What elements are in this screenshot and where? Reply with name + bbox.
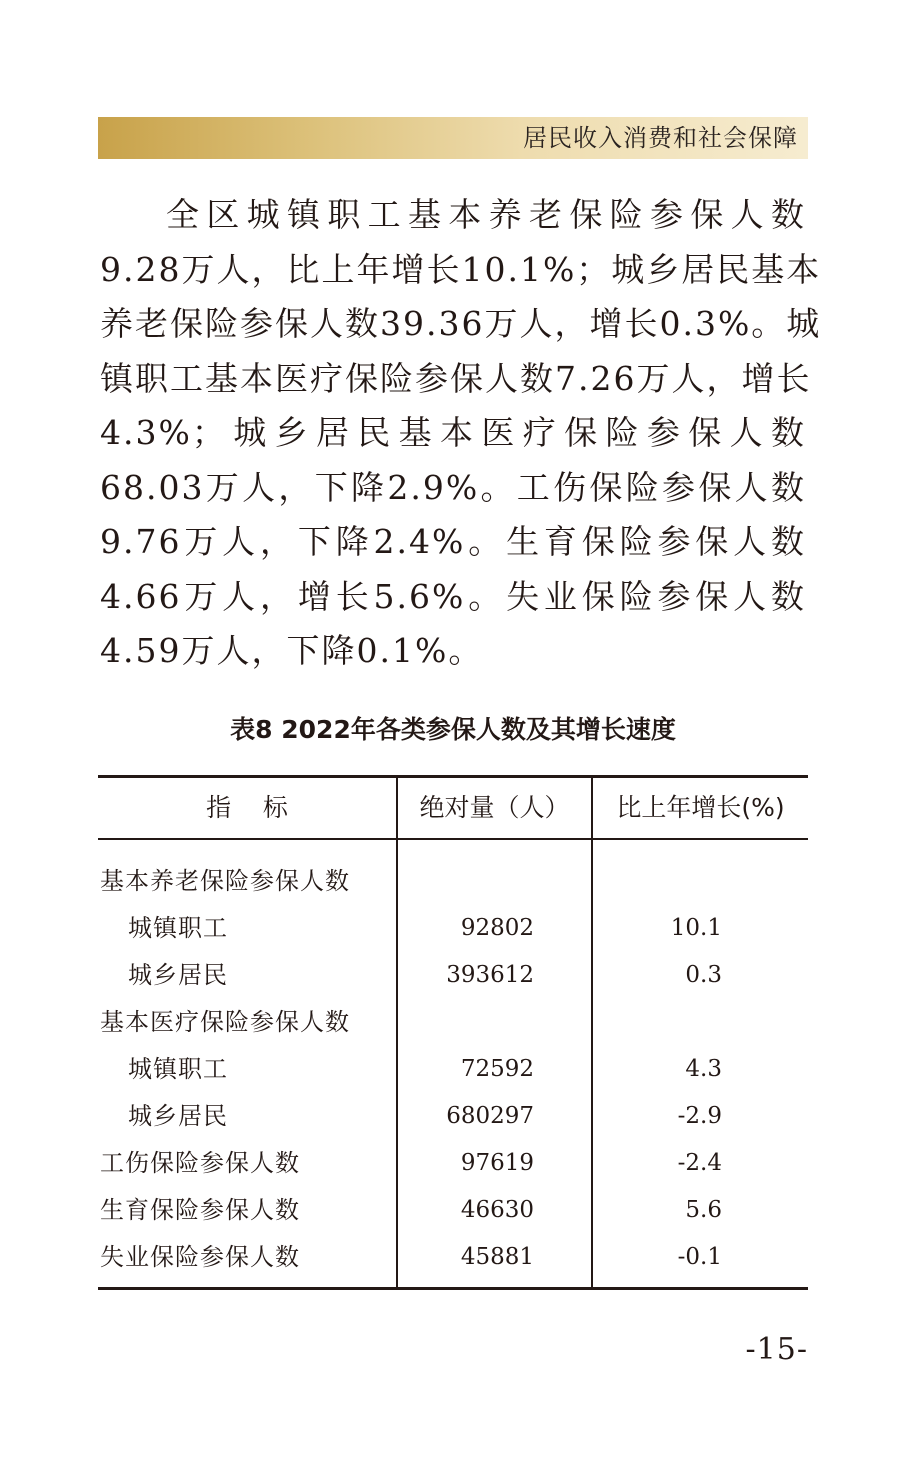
row-label: 生育保险参保人数 bbox=[100, 1196, 300, 1224]
row-absolute: 72592 bbox=[460, 1056, 534, 1082]
table-header-row bbox=[98, 778, 808, 840]
paragraph-line: 9.28万人，比上年增长10.1%；城乡居民基本 bbox=[100, 249, 822, 289]
row-label: 城乡居民 bbox=[128, 1102, 228, 1130]
paragraph-line: 镇职工基本医疗保险参保人数7.26万人，增长 bbox=[100, 358, 812, 398]
row-absolute: 393612 bbox=[446, 962, 534, 988]
row-label: 失业保险参保人数 bbox=[100, 1243, 300, 1271]
row-label: 城乡居民 bbox=[128, 961, 228, 989]
header-absolute: 绝对量（人） bbox=[419, 793, 570, 822]
paragraph-line: 68.03万人，下降2.9%。工伤保险参保人数 bbox=[100, 467, 806, 507]
table-row bbox=[98, 1234, 808, 1281]
header-growth: 比上年增长(%) bbox=[616, 793, 785, 822]
table-row bbox=[98, 905, 808, 952]
table-row bbox=[98, 858, 808, 905]
row-growth: 10.1 bbox=[670, 915, 722, 941]
row-absolute: 97619 bbox=[460, 1150, 534, 1176]
row-absolute: 92802 bbox=[460, 915, 534, 941]
paragraph-line: 4.3%；城乡居民基本医疗保险参保人数 bbox=[100, 413, 806, 452]
row-growth: -2.9 bbox=[677, 1103, 722, 1129]
table-row bbox=[98, 1046, 808, 1093]
paragraph-line: 9.76万人，下降2.4%。生育保险参保人数 bbox=[100, 522, 806, 561]
paragraph-line: 养老保险参保人数39.36万人，增长0.3%。城 bbox=[100, 304, 822, 343]
page-number: -15- bbox=[745, 1332, 808, 1367]
paragraph-line: 4.59万人，下降0.1%。 bbox=[100, 631, 484, 670]
row-label: 城镇职工 bbox=[128, 914, 228, 942]
insurance-table bbox=[98, 775, 808, 1290]
section-header-band bbox=[98, 117, 808, 159]
row-label: 城镇职工 bbox=[128, 1055, 228, 1083]
section-title: 居民收入消费和社会保障 bbox=[523, 124, 798, 152]
table-row bbox=[98, 1187, 808, 1234]
row-label: 基本养老保险参保人数 bbox=[100, 867, 350, 895]
row-label: 基本医疗保险参保人数 bbox=[100, 1008, 350, 1036]
paragraph-line: 4.66万人，增长5.6%。失业保险参保人数 bbox=[100, 576, 806, 616]
paragraph-line: 全区城镇职工基本养老保险参保人数 bbox=[166, 195, 806, 234]
table-row bbox=[98, 1140, 808, 1187]
row-label: 工伤保险参保人数 bbox=[100, 1149, 300, 1177]
row-growth: -2.4 bbox=[677, 1150, 722, 1176]
row-absolute: 680297 bbox=[446, 1103, 534, 1129]
row-growth: -0.1 bbox=[677, 1244, 722, 1270]
row-growth: 5.6 bbox=[685, 1197, 722, 1223]
row-growth: 0.3 bbox=[685, 962, 722, 988]
row-absolute: 46630 bbox=[460, 1197, 534, 1223]
table-row bbox=[98, 952, 808, 999]
header-indicator: 指 标 bbox=[206, 793, 288, 822]
row-absolute: 45881 bbox=[460, 1244, 534, 1270]
table-row bbox=[98, 999, 808, 1046]
table-row bbox=[98, 1093, 808, 1140]
table-title: 表8 2022年各类参保人数及其增长速度 bbox=[230, 715, 676, 744]
row-growth: 4.3 bbox=[685, 1056, 722, 1082]
body-paragraph bbox=[100, 188, 822, 679]
